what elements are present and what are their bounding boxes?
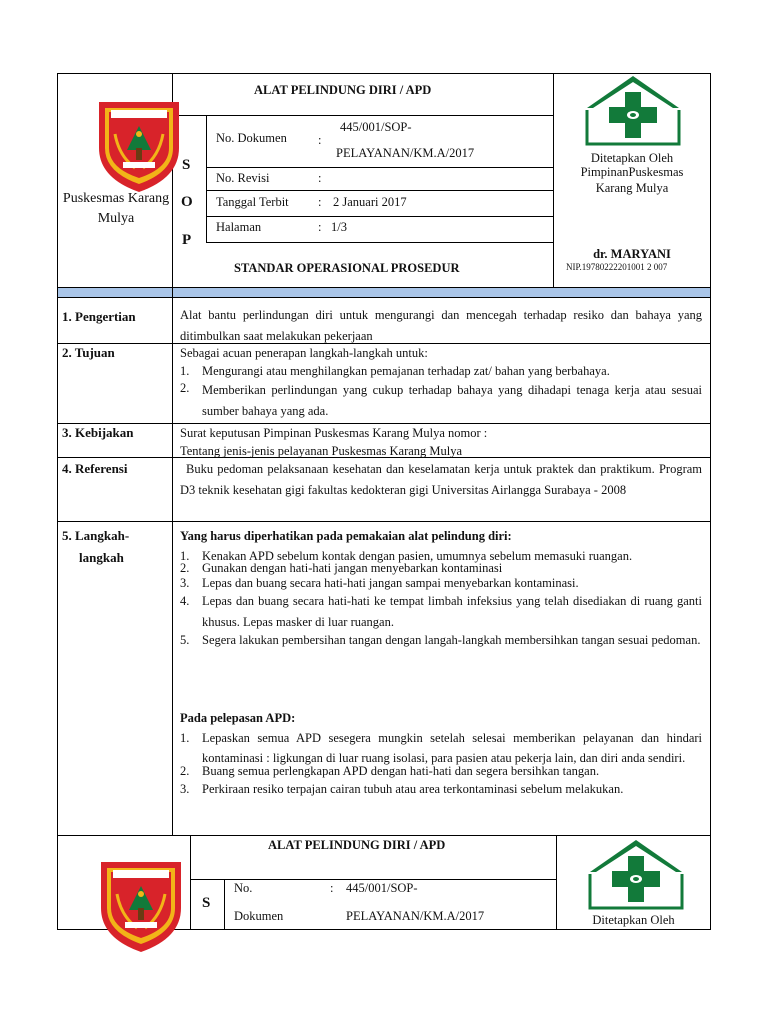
approved-by-line-3: Karang Mulya	[595, 181, 669, 195]
footer-doc-label-2: Dokumen	[234, 909, 284, 923]
signer-name: dr. MARYANI	[593, 247, 671, 261]
issue-date-label: Tanggal Terbit	[216, 195, 289, 209]
list-item: 3. Perkiraan resiko terpajan cairan tubuh atau area terkontaminasi sebelum melakukan.	[180, 782, 624, 796]
langkah-heading-removal: Pada pelepasan APD:	[180, 711, 296, 725]
issue-date-colon: :	[318, 195, 322, 209]
section-label-langkah-1: 5. Langkah-	[62, 528, 130, 543]
list-item: 1. Mengurangi atau menghilangkan pemajanan terhadap zat/ bahan yang berbahaya.	[180, 364, 610, 378]
sop-letter-p: P	[182, 232, 192, 248]
doc-number-label: No. Dokumen	[216, 131, 287, 145]
section-label-referensi: 4. Referensi	[62, 461, 128, 476]
list-item: 2. Memberikan perlindungan yang cukup terhadap bahaya yang dihadapi tenaga kerja atau sesuai sumber bahaya yang ada.	[180, 381, 702, 418]
page-value: 1/3	[331, 220, 347, 234]
regency-logo	[95, 98, 183, 194]
footer-approved-by: Ditetapkan Oleh	[592, 913, 675, 927]
section-label-pengertian: 1. Pengertian	[62, 309, 136, 324]
footer-doc-label-1: No.	[234, 881, 253, 895]
document-title: ALAT PELINDUNG DIRI / APD	[254, 83, 432, 97]
footer-doc-colon: :	[330, 881, 334, 895]
footer-doc-value-2: PELAYANAN/KM.A/2017	[346, 909, 485, 923]
sop-letter-s: S	[182, 157, 191, 173]
footer-doc-value-1: 445/001/SOP-	[346, 881, 418, 895]
kebijakan-line-2: Tentang jenis-jenis pelayanan Puskesmas Karang Mulya	[180, 444, 463, 458]
revision-label: No. Revisi	[216, 171, 270, 185]
approved-by-line-1: Ditetapkan Oleh	[590, 151, 674, 165]
page-colon: :	[318, 220, 322, 234]
kebijakan-line-1: Surat keputusan Pimpinan Puskesmas Karang Mulya nomor :	[180, 426, 488, 440]
document-subtitle: STANDAR OPERASIONAL PROSEDUR	[234, 261, 460, 275]
approved-by-line-2: PimpinanPuskesmas	[580, 165, 684, 179]
referensi-text: Buku pedoman pelaksanaan kesehatan dan keselamatan kerja untuk praktek dan praktikum. Program D3 teknik kesehatan gigi fakultas kedokteran gigi Universitas Airlangga Surabaya - 2008	[180, 462, 702, 497]
issue-date-value: 2 Januari 2017	[333, 195, 407, 209]
langkah-removal-list	[180, 728, 702, 800]
list-item: 3. Lepas dan buang secara hati-hati jangan sampai menyebarkan kontaminasi.	[180, 576, 579, 590]
doc-number-colon: :	[318, 133, 322, 147]
tujuan-list	[180, 362, 702, 422]
section-label-tujuan: 2. Tujuan	[62, 345, 115, 360]
footer-document-title: ALAT PELINDUNG DIRI / APD	[268, 838, 446, 852]
health-center-logo	[585, 74, 681, 146]
footer-sop-letter: S	[202, 895, 211, 911]
list-item: 5. Segera lakukan pembersihan tangan dengan langah-langkah membersihkan tangan sesuai pedoman.	[180, 633, 701, 647]
separator-band	[57, 288, 711, 297]
section-label-langkah-2: langkah	[79, 550, 124, 565]
regency-logo-footer	[97, 858, 185, 954]
list-item: 1. Kenakan APD sebelum kontak dengan pasien, umumnya sebelum memasuki ruangan.	[180, 549, 633, 563]
list-item: 2. Buang semua perlengkapan APD dengan hati-hati dan segera bersihkan tangan.	[180, 764, 600, 778]
revision-colon: :	[318, 171, 322, 185]
signer-nip: NIP.19780222201001 2 007	[566, 262, 668, 272]
tujuan-intro: Sebagai acuan penerapan langkah-langkah untuk:	[180, 346, 428, 360]
sop-letter-o: O	[181, 194, 193, 210]
doc-number-value-1: 445/001/SOP-	[340, 120, 412, 134]
health-center-logo-footer	[588, 838, 684, 910]
list-item: 1. Lepaskan semua APD sesegera mungkin setelah selesai memberikan pelayanan dan hindari kontaminasi : ligkungan di luar ruang isolasi, para pasien atau pekerja lain, dan diri anda sendiri.	[180, 731, 702, 765]
list-item: 4. Lepas dan buang secara hati-hati ke tempat limbah infeksius yang telah disediakan di ruang ganti khusus. Lepas masker di luar ruangan.	[180, 594, 702, 629]
langkah-heading-usage: Yang harus diperhatikan pada pemakaian alat pelindung diri:	[180, 529, 512, 543]
org-name: Puskesmas Karang Mulya	[62, 191, 170, 226]
langkah-usage-list	[180, 546, 702, 651]
pengertian-text: Alat bantu perlindungan diri untuk mengurangi dan mencegah terhadap resiko dan bahaya yang ditimbulkan saat melakukan pekerjaan	[180, 308, 702, 343]
section-label-kebijakan: 3. Kebijakan	[62, 425, 134, 440]
list-item: 2. Gunakan dengan hati-hati jangan menyebarkan kontaminasi	[180, 561, 503, 575]
doc-number-value-2: PELAYANAN/KM.A/2017	[336, 146, 475, 160]
page-label: Halaman	[216, 220, 262, 234]
